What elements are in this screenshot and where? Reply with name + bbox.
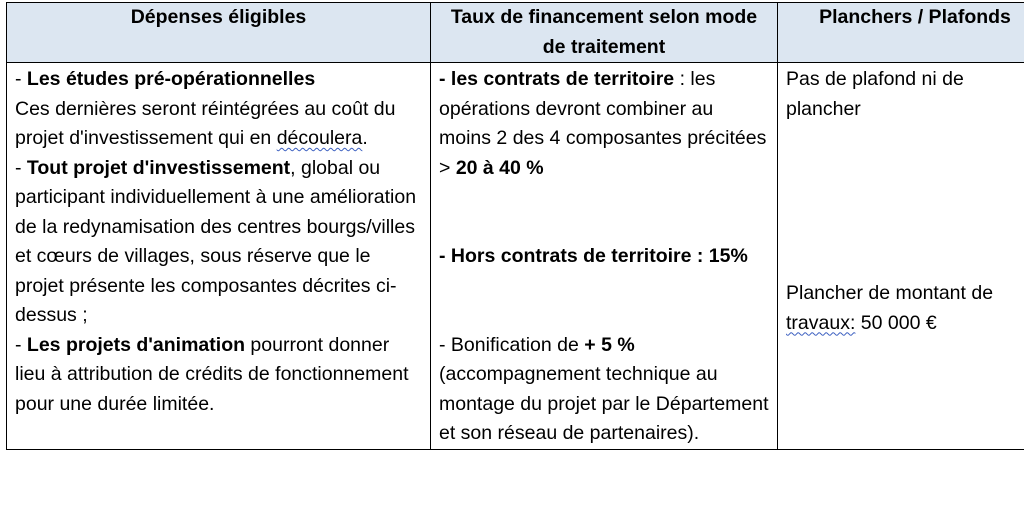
header-funding-rate: Taux de financement selon mode de traitement [431,3,778,63]
item3-text: pourront donner lieu à attribution de crédits de fonctionnement pour une durée limitée. [15,333,409,415]
table-row [7,63,1024,450]
funding-table [6,2,1024,450]
cell-funding-rate [431,63,778,450]
cell-floors-ceilings [778,63,1024,450]
item2-prefix: - [15,156,27,179]
item3-title: Les projets d'animation [26,333,246,356]
floor-spellcheck-word: travaux: [786,311,856,334]
rate1-value: 20 à 40 % [455,156,544,179]
rate1-text: : les opérations devront combiner au moins 2 des 4 composantes précitées > [439,68,767,179]
item2-title: Tout projet d'investissement [26,156,291,179]
item3-prefix: - [15,333,27,356]
floor-value: 50 000 € [855,311,937,334]
ceiling-text: Pas de plafond ni de plancher [786,68,964,120]
item1-prefix: - [15,68,27,90]
item1-title: Les études pré-opérationnelles [26,68,316,90]
floor-text: Plancher de montant de [786,282,994,304]
item1-text: Ces dernières seront réintégrées au coût du projet d'investissement qui en [15,97,396,149]
item1-end: . [362,127,368,149]
item2-text: , global ou participant individuellement à une amélioration de la redynamisation des centres bourgs/villes et cœurs de villages, sous réserve que le projet présente les composantes décrites ci-dessus ; [15,156,417,326]
header-floors-ceilings: Planchers / Plafonds [778,3,1024,63]
rate2-title: - Hors contrats de territoire : 15% [439,245,748,267]
rate3-rest: (accompagnement technique au montage du projet par le Département et son réseau de partenaires). [439,363,769,444]
table-header-row [7,3,1024,63]
rate3-text: - Bonification de [439,333,585,356]
rate3-bonus: + 5 % [584,333,635,356]
funding-table-container [6,2,1018,450]
rate1-title: - les contrats de territoire [439,68,675,90]
cell-eligible-expenses [7,63,431,450]
header-eligible-expenses: Dépenses éligibles [7,3,431,63]
item1-spellcheck-word: découlera [276,127,363,149]
